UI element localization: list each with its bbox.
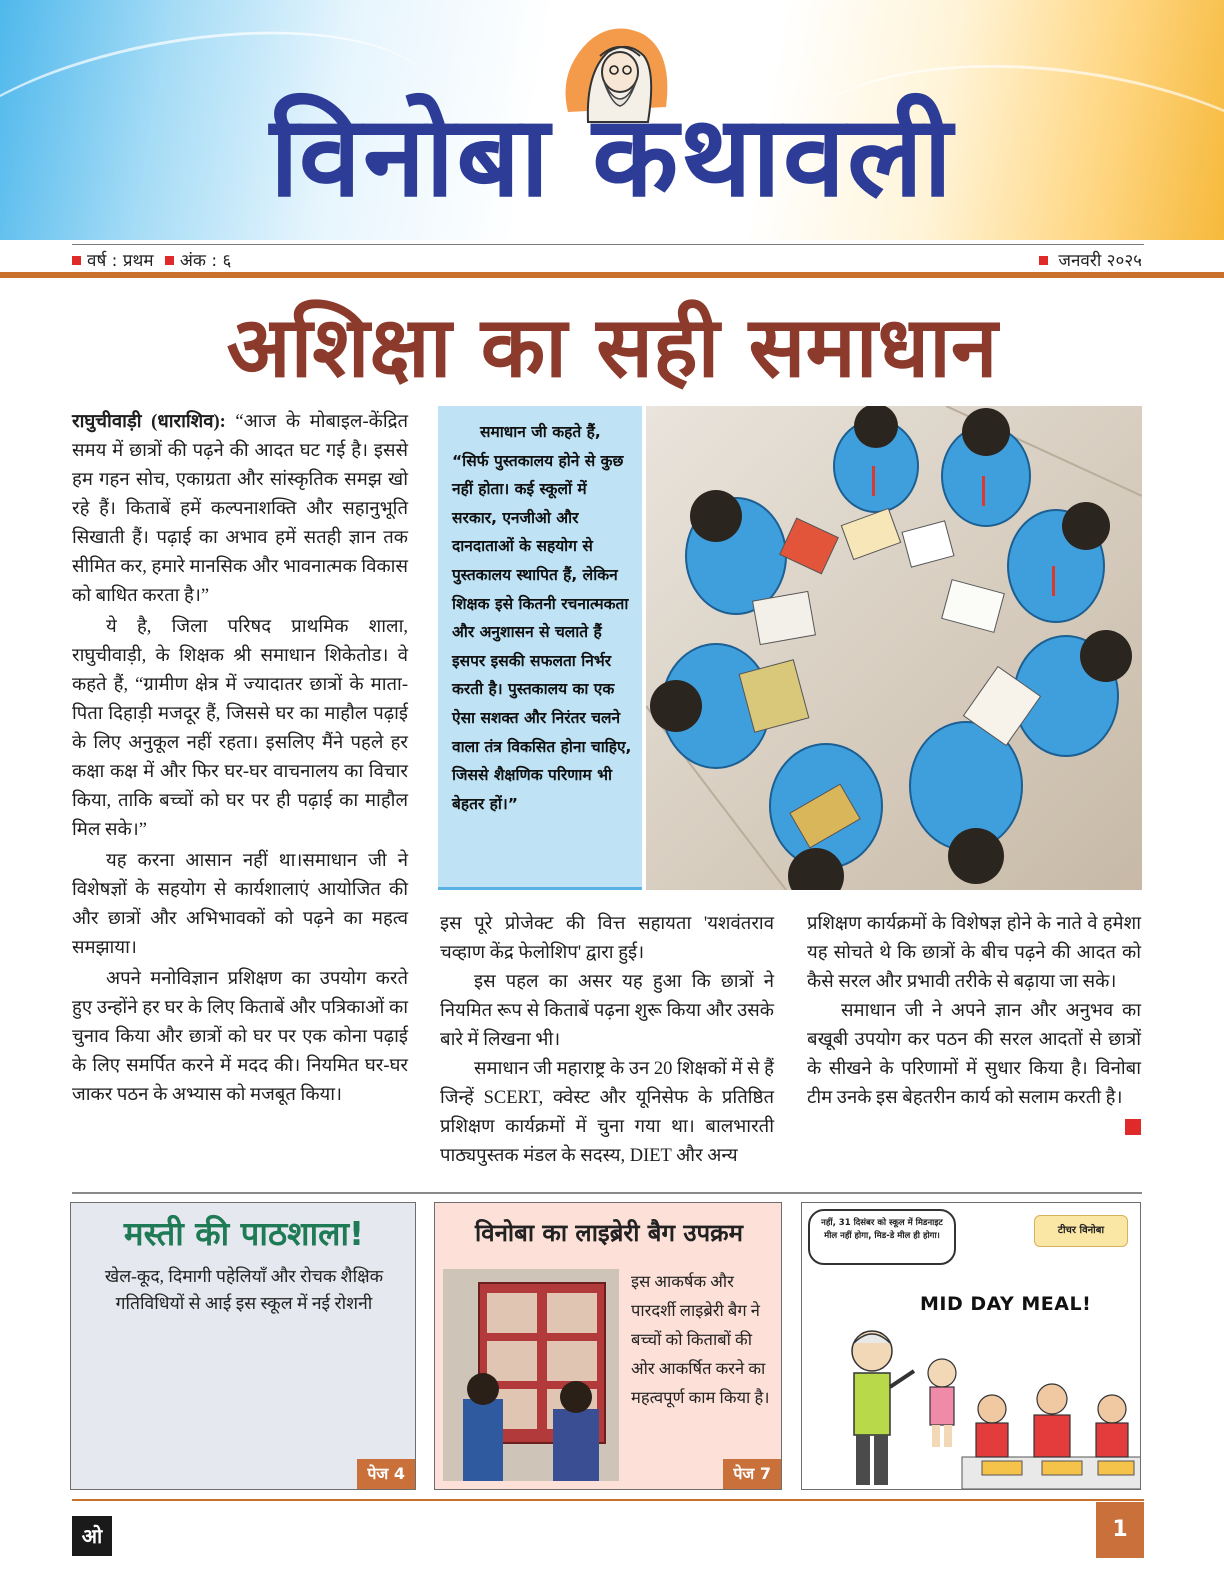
article-headline: अशिक्षा का सही समाधान xyxy=(226,298,998,396)
date-label: जनवरी २०२५ xyxy=(1058,251,1142,271)
teaser-box-masti-pathshala[interactable] xyxy=(70,1202,416,1490)
article-paragraph xyxy=(440,968,774,1055)
article-paragraph xyxy=(72,408,408,611)
quote-text: “सिर्फ पुस्तकालय होने से कुछ नहीं होता। कई स्कूलों में सरकार, एनजीओ और दानदाताओं के सहयोग से पुस्तकालय स्थापित हैं, लेकिन शिक्षक इसे कितनी रचनात्मकता और अनुशासन से चलाते हैं इसपर इसकी सफलता निर्भर करती है। पुस्तकालय का एक ऐसा सशक्त और निरंतर चलने वाला तंत्र विकसित होना चाहिए, जिससे शैक्षणिक परिणाम भी बेहतर हों।” xyxy=(452,451,632,813)
cartoon-illustration xyxy=(802,1323,1141,1489)
teacher-vinoba-tag: टीचर विनोबा xyxy=(1034,1215,1128,1247)
teaser-subtitle: खेल-कूद, दिमागी पहेलियाँ और रोचक शैक्षिक गतिविधियों से आई इस स्कूल में नई रोशनी xyxy=(104,1266,384,1313)
article-column-3 xyxy=(807,910,1141,1135)
year-label: वर्ष : प्रथम xyxy=(87,251,154,271)
cartoon-panel xyxy=(801,1202,1141,1490)
paragraph-text: यह करना आसान नहीं था।समाधान जी ने विशेषज्ञों के सहयोग से कार्यशालाएं आयोजित की और छात्रों और अभिभावकों को पढ़ने का महत्व समझाया। xyxy=(72,851,408,958)
article-paragraph xyxy=(72,847,408,963)
divider xyxy=(0,272,1224,278)
pull-quote xyxy=(438,406,642,890)
article-paragraph xyxy=(807,997,1141,1113)
paragraph-text: इस पहल का असर यह हुआ कि छात्रों ने नियमित रूप से किताबें पढ़ना शुरू किया और उसके बारे में लिखना भी। xyxy=(440,972,774,1050)
cartoon-heading: MID DAY MEAL! xyxy=(920,1293,1092,1315)
end-mark-icon xyxy=(1125,1119,1141,1135)
article-paragraph xyxy=(807,910,1141,997)
issue-date xyxy=(1039,248,1142,271)
masthead xyxy=(0,0,1224,240)
vinoba-logo: ओ xyxy=(72,1516,112,1556)
article-column-1 xyxy=(72,408,408,1110)
article-column-2 xyxy=(440,910,774,1171)
article-paragraph xyxy=(440,910,774,968)
page-7-link[interactable]: पेज 7 xyxy=(723,1459,781,1489)
article-paragraph xyxy=(72,613,408,845)
paragraph-text: प्रशिक्षण कार्यक्रमों के विशेषज्ञ होने के नाते वे हमेशा यह सोचते थे कि छात्रों के बीच पढ़ने की आदत को कैसे सरल और प्रभावी तरीके से बढ़ाया जा सके। xyxy=(807,914,1141,992)
dateline: राघुचीवाड़ी (धाराशिव): xyxy=(72,412,226,432)
article-paragraph xyxy=(72,965,408,1110)
issue-label: अंक : ६ xyxy=(179,251,232,271)
bullet-icon xyxy=(165,256,174,265)
speech-bubble: नहीं, 31 दिसंबर को स्कूल में मिडनाइट मील नहीं होगा, मिड-डे मील ही होगा। xyxy=(808,1209,956,1265)
paragraph-text: समाधान जी महाराष्ट्र के उन 20 शिक्षकों में से हैं जिन्हें SCERT, क्वेस्ट और यूनिसेफ के प्रतिष्ठित प्रशिक्षण कार्यक्रमों में चुना गया था। बालभारती पाठ्यपुस्तक मंडल के सदस्य, DIET और अन्य xyxy=(440,1059,774,1166)
paragraph-text: “आज के मोबाइल-केंद्रित समय में छात्रों की पढ़ने की आदत घट गई है। इससे हम गहन सोच, एकाग्रता और सांस्कृतिक समझ खो रहे हैं। किताबें हमें कल्पनाशक्ति और सहानुभूति सिखाती हैं। पढ़ाई का अभाव हमें सतही ज्ञान तक सीमित कर, हमारे मानसिक और भावनात्मक विकास को बाधित करता है।” xyxy=(72,412,408,606)
teaser-title: मस्ती की पाठशाला! xyxy=(123,1214,365,1253)
children-reading-photo xyxy=(646,406,1142,890)
issue-info xyxy=(72,248,231,271)
quote-lead: समाधान जी कहते हैं, xyxy=(480,423,601,441)
page-number: 1 xyxy=(1096,1502,1144,1558)
divider xyxy=(72,1192,1142,1194)
teaser-text: इस आकर्षक और पारदर्शी लाइब्रेरी बैग ने बच्चों को किताबों की ओर आकर्षित करने का महत्वपूर्ण काम किया है। xyxy=(631,1272,770,1407)
teaser-box-library-bag[interactable] xyxy=(434,1202,782,1490)
paragraph-text: समाधान जी ने अपने ज्ञान और अनुभव का बखूबी उपयोग कर पठन की सरल आदतों से छात्रों के सीखने के परिणामों में सुधार किया है। विनोबा टीम उनके इस बेहतरीन कार्य को सलाम करती है। xyxy=(807,1001,1141,1108)
teaser-title: विनोबा का लाइब्रेरी बैग उपक्रम xyxy=(475,1219,743,1247)
newsletter-title: विनोबा कथावली xyxy=(269,92,955,222)
bullet-icon xyxy=(1039,256,1048,265)
paragraph-text: अपने मनोविज्ञान प्रशिक्षण का उपयोग करते हुए उन्होंने हर घर के लिए किताबें और पत्रिकाओं का चुनाव किया और छात्रों को घर पर एक कोना पढ़ाई के लिए समर्पित करने में मदद की। नियमित घर-घर जाकर पठन के अभ्यास को मजबूत किया। xyxy=(72,969,408,1105)
issue-line xyxy=(72,244,1144,272)
article-paragraph xyxy=(440,1055,774,1171)
library-bag-photo xyxy=(443,1269,619,1481)
page-4-link[interactable]: पेज 4 xyxy=(357,1459,415,1489)
bullet-icon xyxy=(72,256,81,265)
paragraph-text: इस पूरे प्रोजेक्ट की वित्त सहायता 'यशवंतराव चव्हाण केंद्र फेलोशिप' द्वारा हुई। xyxy=(440,914,774,963)
footer-divider xyxy=(72,1499,1144,1501)
paragraph-text: ये है, जिला परिषद प्राथमिक शाला, राघुचीवाड़ी, के शिक्षक श्री समाधान शिकेतोड। वे कहते हैं, “ग्रामीण क्षेत्र में ज्यादातर छात्रों के माता-पिता दिहाड़ी मजदूर हैं, जिससे घर का माहौल पढ़ाई के लिए अनुकूल नहीं रहता। इसलिए मैंने पहले हर कक्षा कक्ष में और फिर घर-घर वाचनालय का विचार किया, ताकि बच्चों को घर पर ही पढ़ाई का माहौल मिल सके।” xyxy=(72,617,408,840)
